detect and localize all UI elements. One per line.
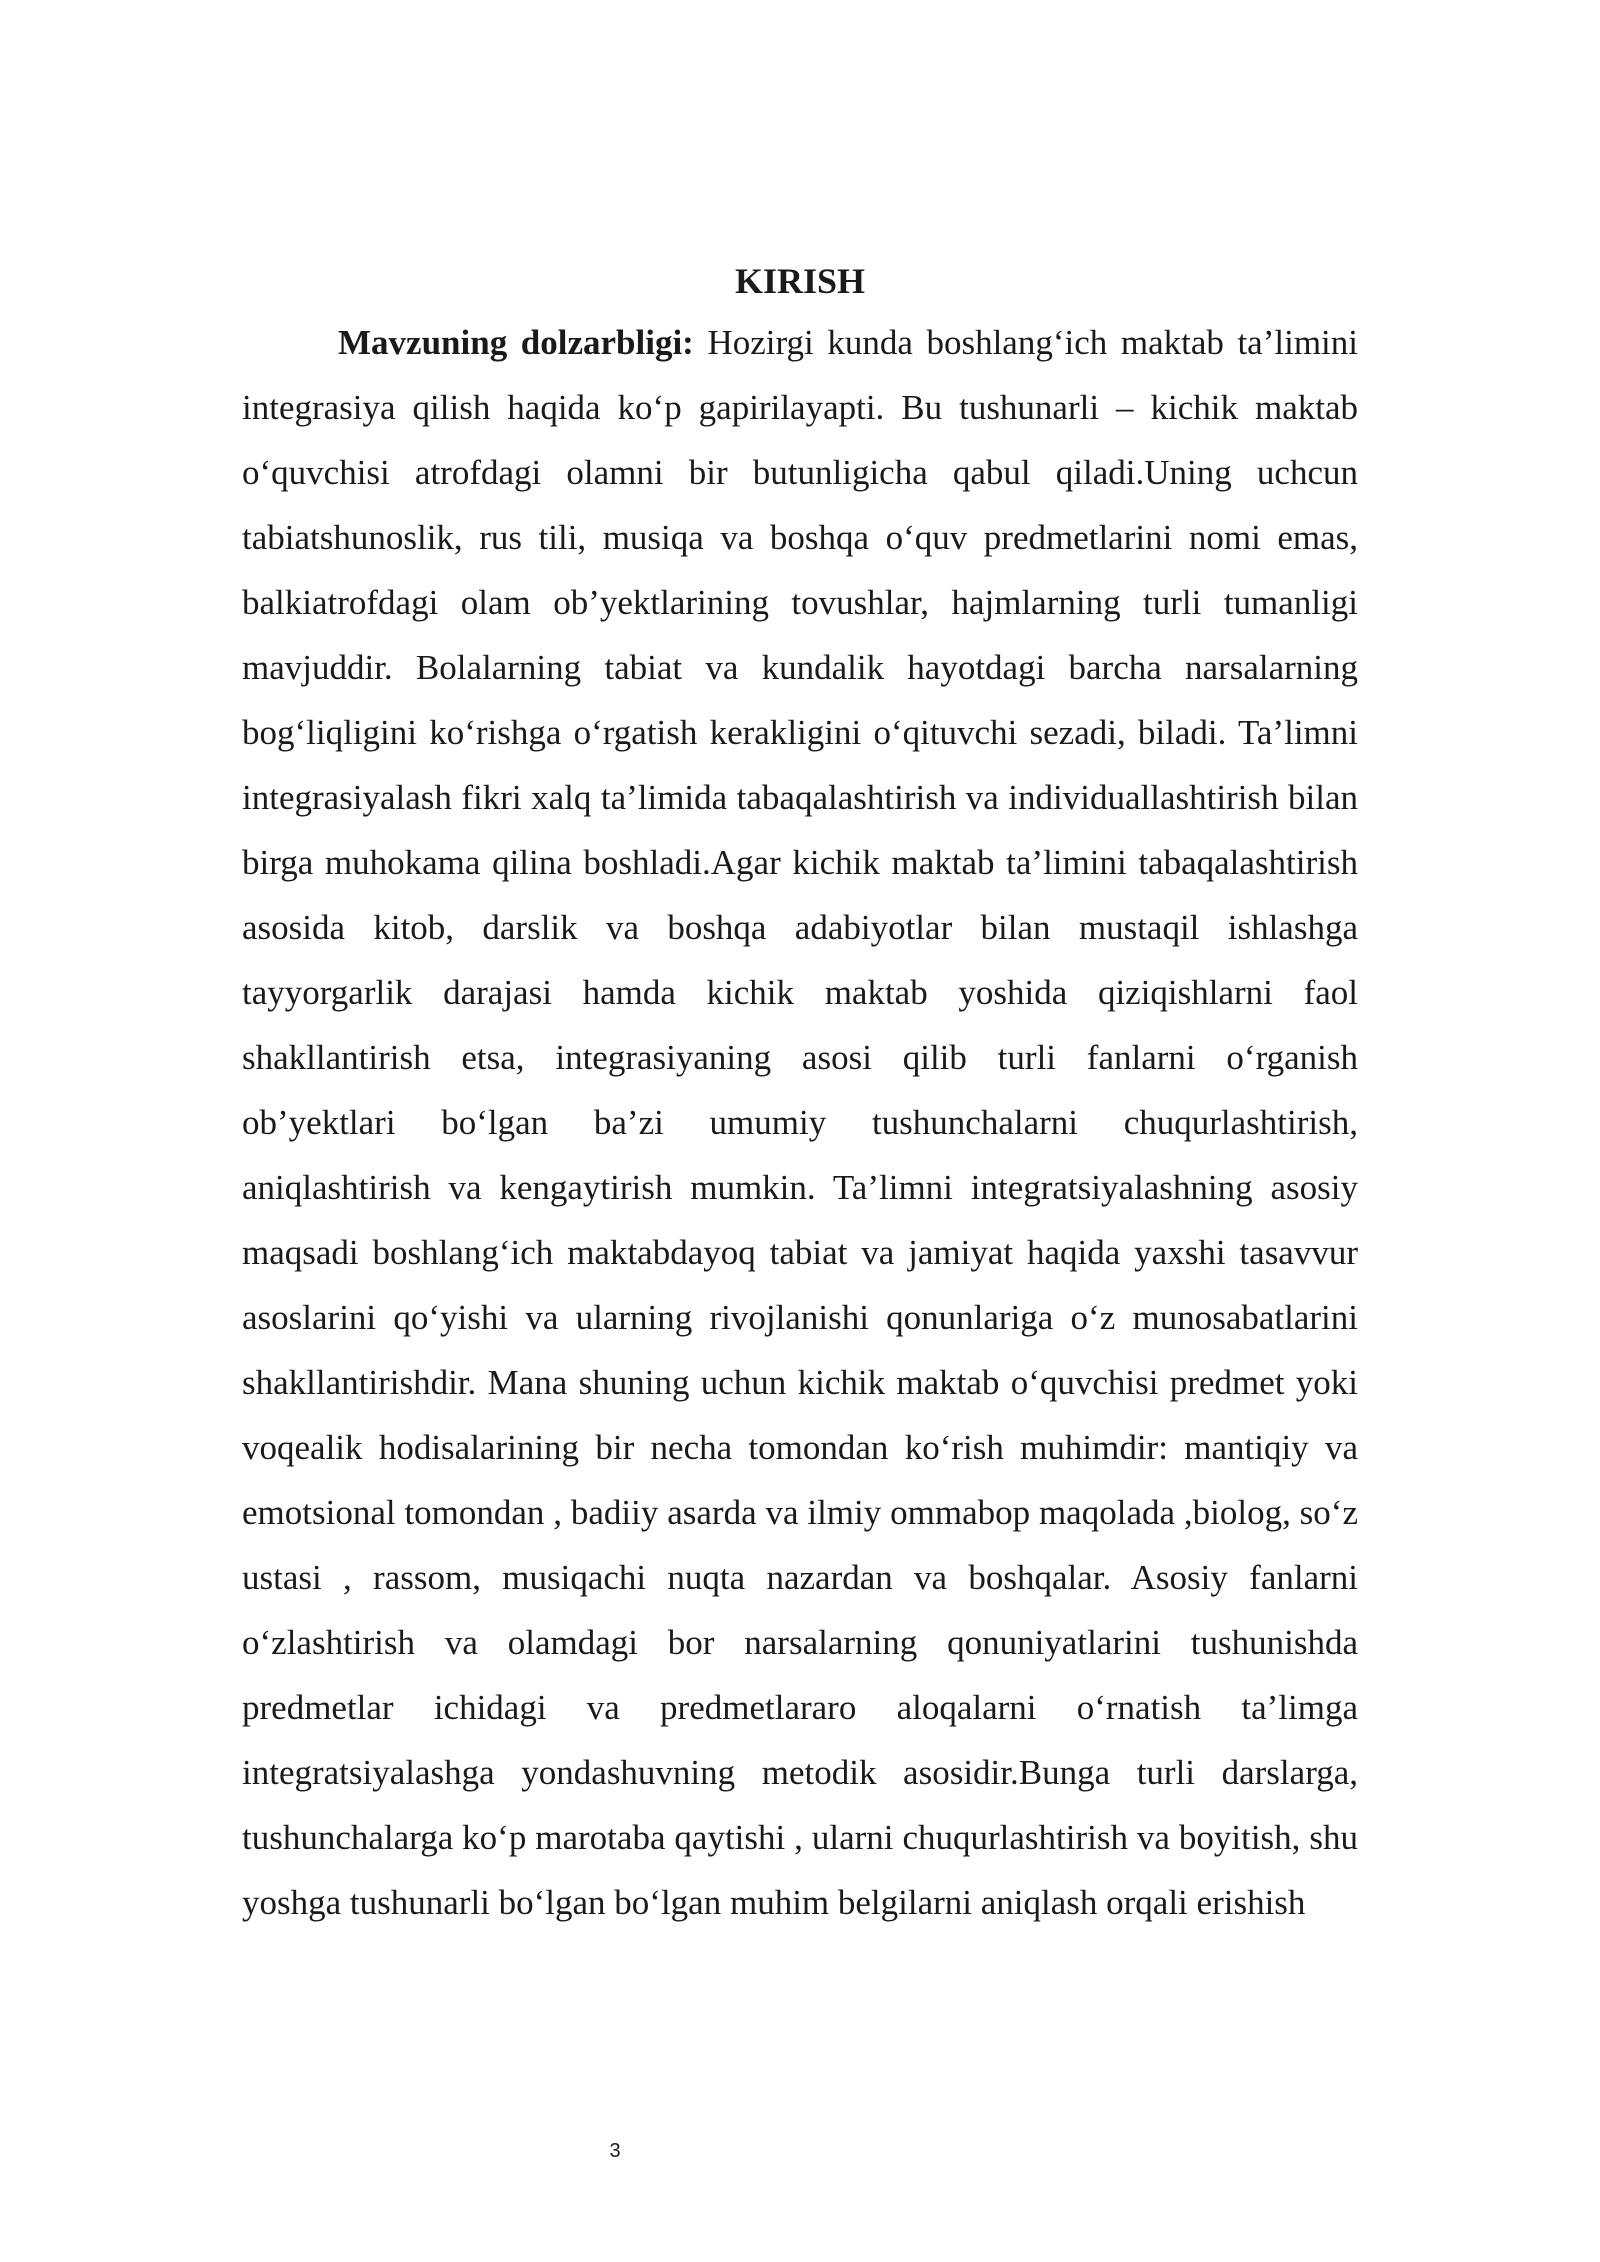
paragraph-body: Hozirgi kunda boshlang‘ich maktab ta’limini integrasiya qilish haqida ko‘p gapirilayapti. Bu tushunarli – kichik maktab o‘quvchisi atrofdagi olamni bir butunligicha qabul qiladi.Uning uchcun tabiatshunoslik, rus tili, musiqa va boshqa o‘quv predmetlarini nomi emas, balkiatrofdagi olam ob’yektlarining tovushlar, hajmlarning turli tumanligi mavjuddir. Bolalarning tabiat va kundalik hayotdagi barcha narsalarning bog‘liqligini ko‘rishga o‘rgatish kerakligini o‘qituvchi sezadi, biladi. Ta’limni integrasiyalash fikri xalq ta’limida tabaqalashtirish va individuallashtirish bilan birga muhokama qilina boshladi.Agar kichik maktab ta’limini tabaqalashtirish asosida kitob, darslik va boshqa adabiyotlar bilan mustaqil ishlashga tayyorgarlik darajasi hamda kichik maktab yoshida qiziqishlarni faol shakllantirish etsa, integrasiyaning asosi qilib turli fanlarni o‘rganish ob’yektlari bo‘lgan ba’zi umumiy tushunchalarni chuqurlashtirish, aniqlashtirish va kengaytirish mumkin. Ta’limni integratsiyalashning asosiy maqsadi boshlang‘ich maktabdayoq tabiat va jamiyat haqida yaxshi tasavvur asoslarini qo‘yishi va ularning rivojlanishi qonunlariga o‘z munosabatlarini shakllantirishdir. Mana shuning uchun kichik maktab o‘quvchisi predmet yoki voqealik hodisalarining bir necha tomondan ko‘rish muhimdir: mantiqiy va emotsional tomondan , badiiy asarda va ilmiy ommabop maqolada ,biolog, so‘z ustasi , rassom, musiqachi nuqta nazardan va boshqalar. Asosiy fanlarni o‘zlashtirish va olamdagi bor narsalarning qonuniyatlarini tushunishda predmetlar ichidagi va predmetlararo aloqalarni o‘rnatish ta’limga integratsiyalashga yondashuvning metodik asosidir.Bunga turli darslarga, tushunchalarga ko‘p marotaba qaytishi , ularni chuqurlashtirish va boyitish, shu yoshga tushunarli bo‘lgan bo‘lgan muhim belgilarni aniqlash orqali erishish: [242, 323, 1358, 1922]
page-number: 3: [609, 2140, 621, 2162]
section-heading: KIRISH: [734, 261, 866, 301]
body-paragraph: [242, 310, 1358, 1935]
paragraph-lead: Mavzuning dolzarbligi:: [338, 323, 694, 362]
page-content: [242, 256, 1358, 1935]
